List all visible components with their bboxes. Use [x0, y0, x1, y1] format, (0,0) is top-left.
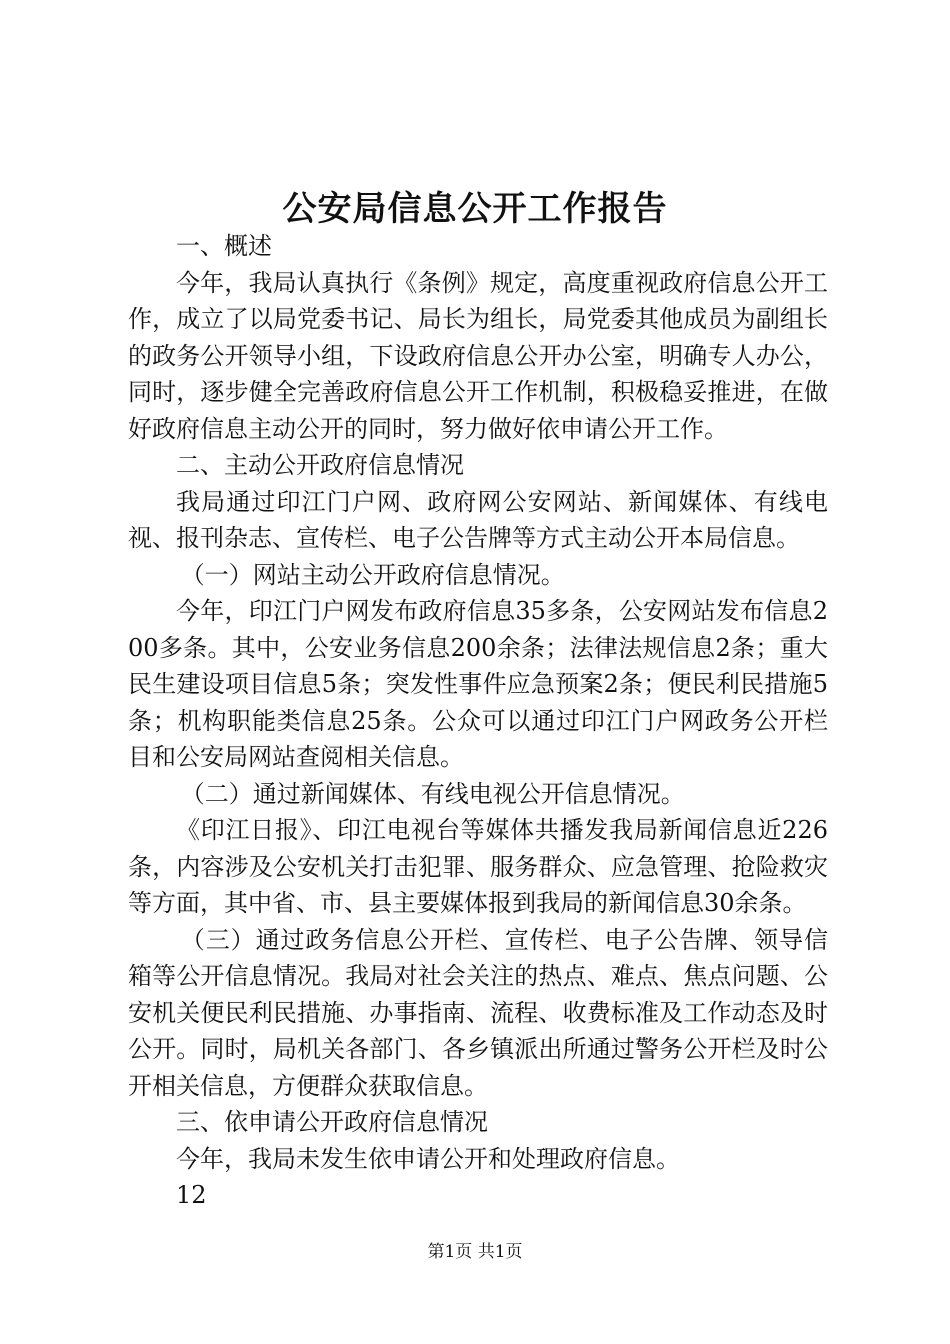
subheading-news-media: （二）通过新闻媒体、有线电视公开信息情况。	[180, 779, 685, 808]
section-heading-on-request: 三、依申请公开政府信息情况	[176, 1108, 488, 1136]
page-footer: 第1页 共1页	[427, 1242, 523, 1262]
paragraph-overview: 今年，我局认真执行《条例》规定，高度重视政府信息公开工作，成立了以局党委书记、局长为组长，局党委其他成员为副组长的政务公开领导小组，下设政府信息公开办公室，明确专人办公，同时，逐步健全完善政府信息公开工作机制，积极稳妥推进，在做好政府信息主动公开的同时，努力做好依申请公开工作。	[128, 268, 828, 443]
section-heading-proactive: 二、主动公开政府信息情况	[176, 451, 464, 479]
paragraph-news-media: 《印江日报》、印江电视台等媒体共播发我局新闻信息近226条，内容涉及公安机关打击犯罪、服务群众、应急管理、抢险救灾等方面，其中省、市、县主要媒体报到我局的新闻信息30余条。	[128, 816, 828, 917]
subheading-website: （一）网站主动公开政府信息情况。	[180, 560, 565, 589]
section-heading-overview: 一、概述	[176, 232, 272, 260]
document-title: 公安局信息公开工作报告	[282, 189, 668, 229]
paragraph-proactive-channels: 我局通过印江门户网、政府网公安网站、新闻媒体、有线电视、报刊杂志、宣传栏、电子公告牌等方式主动公开本局信息。	[128, 487, 828, 552]
paragraph-on-request: 今年，我局未发生依申请公开和处理政府信息。	[176, 1144, 680, 1173]
trailing-number: 12	[176, 1181, 207, 1209]
paragraph-bulletin-boards: （三）通过政务信息公开栏、宣传栏、电子公告牌、领导信箱等公开信息情况。我局对社会关注的热点、难点、焦点问题、公安机关便民利民措施、办事指南、流程、收费标准及工作动态及时公开。同时，局机关各部门、各乡镇派出所通过警务公开栏及时公开相关信息，方便群众获取信息。	[128, 925, 828, 1100]
document-body	[128, 228, 828, 1214]
paragraph-website: 今年，印江门户网发布政府信息35多条，公安网站发布信息200多条。其中，公安业务信息200余条；法律法规信息2条；重大民生建设项目信息5条；突发性事件应急预案2条；便民利民措施5条；机构职能类信息25条。公众可以通过印江门户网政务公开栏目和公安局网站查阅相关信息。	[128, 597, 828, 771]
